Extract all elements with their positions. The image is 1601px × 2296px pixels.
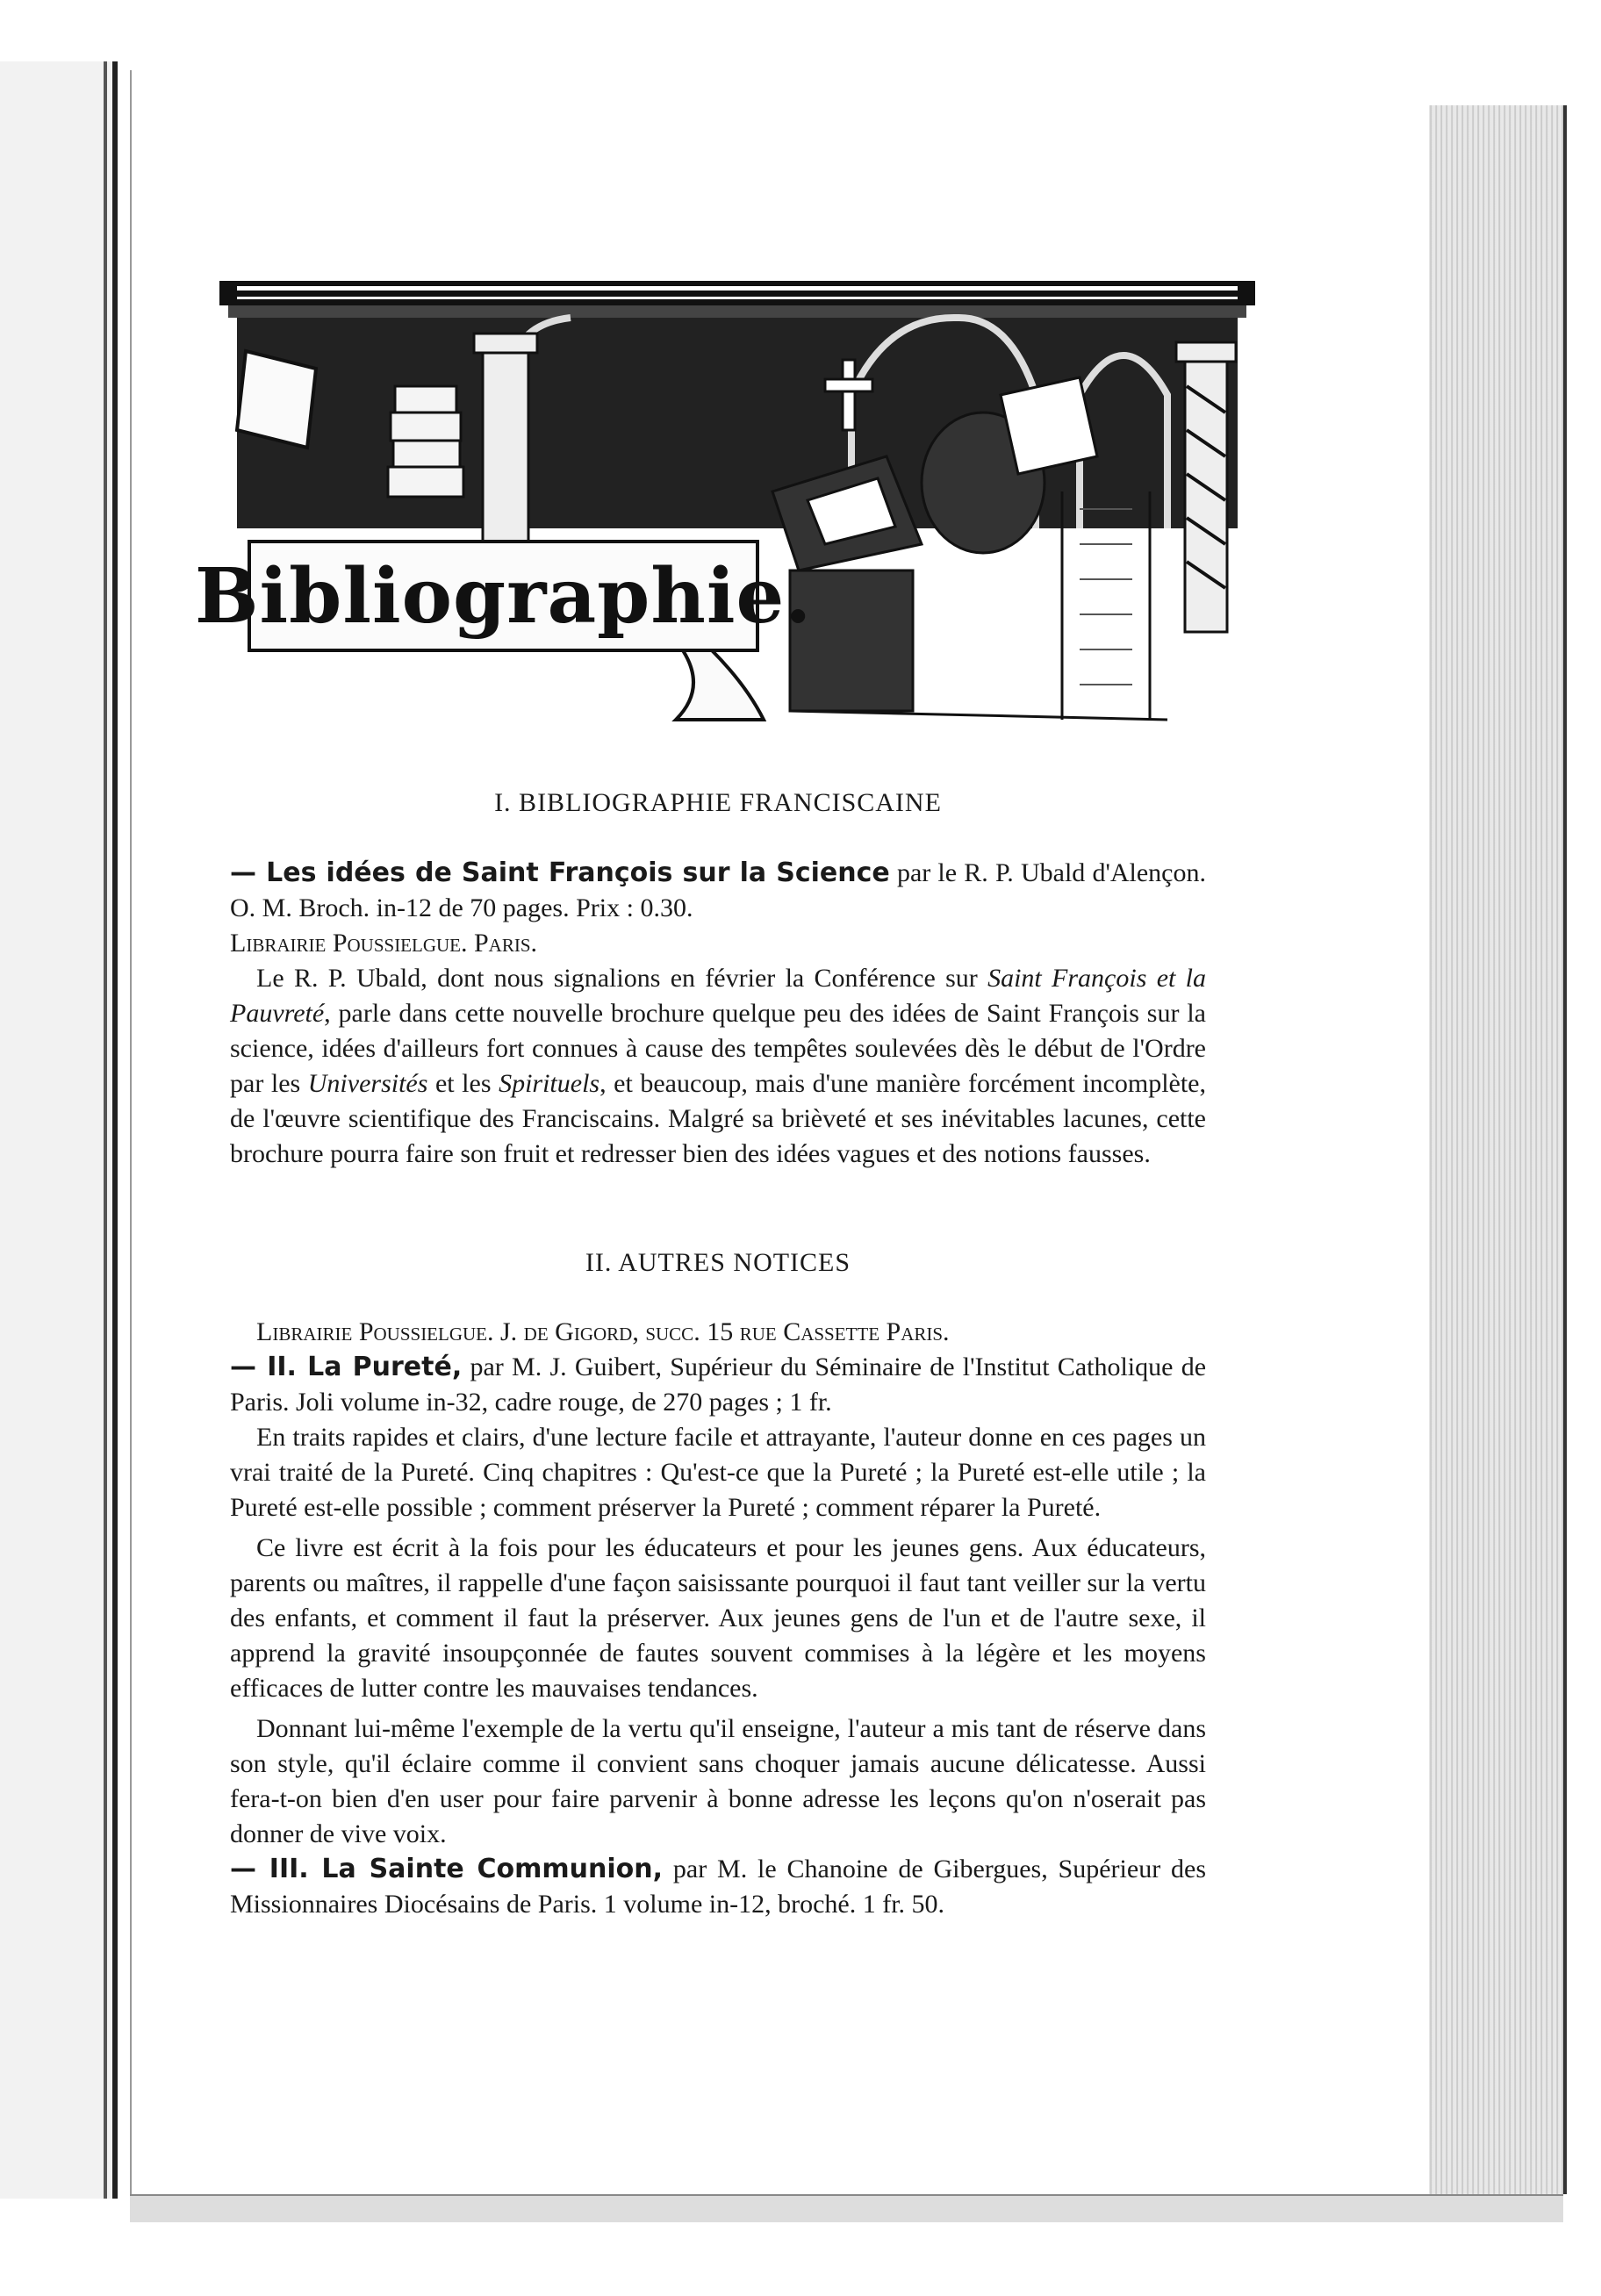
page-stack-edge bbox=[1427, 105, 1567, 2194]
entry-2-paragraph-3: Donnant lui-même l'exemple de la vertu qu'il enseigne, l'auteur a mis tant de réserve dans son style, qu'il éclaire comme il convient sans choquer jamais aucune délicatesse. Aussi fera-t-on bien d'en user pour faire parvenir à bonne adresse les leçons qu'on n'oserait pas donner de vive voix. bbox=[230, 1714, 1206, 1848]
publisher-line: Librairie Poussielgue. J. de Gigord, succ. 15 rue Cassette Paris. bbox=[256, 1317, 950, 1346]
entry-3-details: par M. le Chanoine de Gibergues, Supérieur des Missionnaires Diocésains de Paris. 1 volume in-12, broché. 1 fr. 50. bbox=[230, 1855, 1206, 1919]
section-2-body bbox=[230, 1315, 1206, 1922]
entry-3 bbox=[230, 1852, 1206, 1922]
entry-1 bbox=[230, 856, 1206, 1172]
entry-2-paragraph-2: Ce livre est écrit à la fois pour les éducateurs et pour les jeunes gens. Aux éducateurs, parents ou maîtres, il rappelle d'une façon saisissante pourquoi il faut tant veiller sur la vertu des enfants, et comment il faut la préserver. Aux jeunes gens de l'un et de l'autre sexe, il apprend la gravité insoupçonnée de fautes souvent commises à la légère et les moyens efficaces de lutter contre les mauvaises tendances. bbox=[230, 1533, 1206, 1703]
entry-2-title: — II. La Pureté, bbox=[230, 1352, 463, 1382]
title-banner bbox=[194, 540, 813, 652]
header-illustration bbox=[219, 281, 1255, 737]
entry-2 bbox=[230, 1350, 1206, 1420]
entry-2-paragraph-1: En traits rapides et clairs, d'une lecture facile et attrayante, l'auteur donne en ces pages un vrai traité de la Pureté. Cinq chapitres : Qu'est-ce que la Pureté ; la Pureté est-elle utile ; la Pureté est-elle possible ; comment préserver la Pureté ; comment réparer la Pureté. bbox=[230, 1423, 1206, 1522]
section-heading-2: II. AUTRES NOTICES bbox=[585, 1248, 851, 1277]
entry-2-details: par M. J. Guibert, Supérieur du Séminaire de l'Institut Catholique de Paris. Joli volume in-32, cadre rouge, de 270 pages ; 1 fr. bbox=[230, 1352, 1207, 1417]
entry-3-title: — III. La Sainte Communion, bbox=[230, 1854, 664, 1884]
entry-1-details: par le R. P. Ubald d'Alençon. O. M. Broch. in-12 de 70 pages. Prix : 0.30. bbox=[230, 858, 1206, 922]
left-page-edge bbox=[0, 61, 118, 2199]
entry-1-publisher: Librairie Poussielgue. Paris. bbox=[230, 929, 538, 958]
page-stack-bottom bbox=[130, 2194, 1563, 2222]
entry-1-review: Le R. P. Ubald, dont nous signalions en février la Conférence sur Saint François et la Pauvreté, parle dans cette nouvelle brochure quelque peu des idées de Saint François sur la science, idées d'ailleurs fort connues à cause des tempêtes soulevées dès le début de l'Ordre par les Universités et les Spirituels, et beaucoup, mais d'une manière forcément incomplète, de l'œuvre scientifique des Franciscains. Malgré sa brièveté et ses inévitables lacunes, cette brochure pourra faire son fruit et redresser bien des idées vagues et des notions fausses. bbox=[230, 964, 1206, 1168]
entry-1-title: — Les idées de Saint François sur la Science bbox=[230, 857, 890, 888]
section-heading-1: I. BIBLIOGRAPHIE FRANCISCAINE bbox=[494, 788, 942, 817]
banner-title: Bibliographie. bbox=[194, 551, 813, 641]
